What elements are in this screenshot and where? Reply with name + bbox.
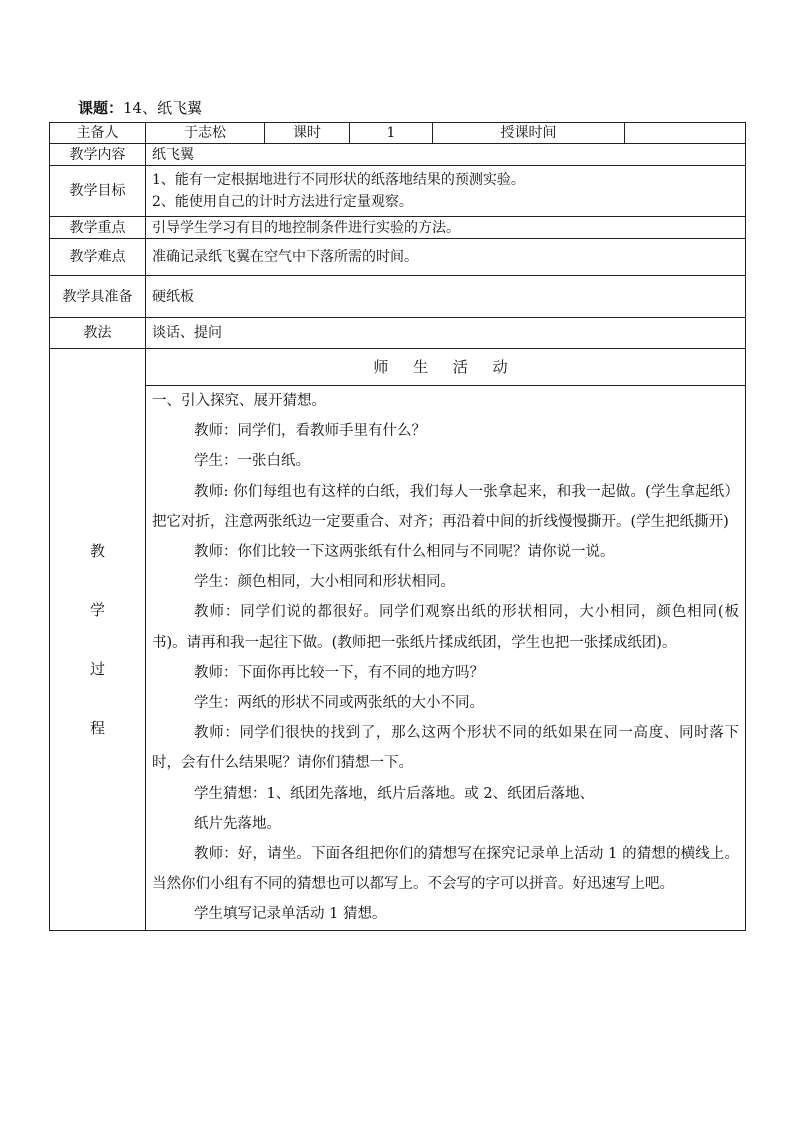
tools-value: 硬纸板 [146, 276, 746, 318]
process-paragraph: 学生：一张白纸。 [194, 453, 311, 470]
process-paragraph: 教师：同学们，看教师手里有什么？ [194, 423, 427, 440]
header-row [50, 123, 746, 144]
period-label: 课时 [265, 123, 350, 144]
process-paragraph: 教师：下面你再比较一下，有不同的地方吗？ [194, 664, 485, 681]
goal-item: 2、能使用自己的计时方法进行定量观察。 [152, 194, 413, 210]
process-paragraph: 学生填写记录单活动 1 猜想。 [194, 906, 387, 923]
preparer-value: 于志松 [146, 123, 265, 144]
process-paragraph: 学生：两纸的形状不同或两张纸的大小不同。 [194, 695, 485, 712]
time-value [625, 123, 746, 144]
lesson-title-label: 课题： [78, 99, 124, 117]
activity-header: 师 生 活 动 [146, 349, 746, 386]
process-label-char: 程 [89, 718, 105, 737]
process-paragraph: 教师: 你们每组也有这样的白纸，我们每人一张拿起来，和我一起做。(学生拿起纸）把它对折，注意两张纸边一定要重合、对齐；再沿着中间的折线慢慢撕开。(学生把纸撕开) [152, 483, 739, 530]
lesson-title [78, 98, 202, 118]
process-label [50, 349, 146, 931]
process-body [146, 386, 746, 931]
method-row [50, 318, 746, 349]
process-body-row [50, 386, 746, 931]
process-paragraph: 教师：同学们说的都很好。同学们观察出纸的形状相同，大小相同，颜色相同(板书)。请再和我一起往下做。(教师把一张纸片揉成纸团，学生也把一张揉成纸团)。 [152, 604, 739, 651]
process-paragraph: 教师：你们比较一下这两张纸有什么相同与不同呢？请你说一说。 [194, 544, 615, 561]
content-row [50, 144, 746, 166]
tools-label: 教学具准备 [50, 276, 146, 318]
period-value: 1 [350, 123, 433, 144]
goal-item: 1、能有一定根据地进行不同形状的纸落地结果的预测实验。 [152, 172, 525, 188]
process-paragraph: 学生：颜色相同，大小相同和形状相同。 [194, 574, 456, 591]
process-paragraph: 教师：好，请坐。下面各组把你们的猜想写在探究记录单上活动 1 的猜想的横线上。当然你们小组有不同的猜想也可以都写上。不会写的字可以拼音。好迅速写上吧。 [152, 846, 739, 893]
lesson-plan-table [49, 122, 746, 931]
key-value: 引导学生学习有目的地控制条件进行实验的方法。 [146, 217, 746, 239]
difficulty-label: 教学难点 [50, 239, 146, 276]
goals-value [146, 166, 746, 217]
activity-header-row [50, 349, 746, 386]
process-label-char: 学 [89, 600, 105, 619]
goals-row [50, 166, 746, 217]
tools-row [50, 276, 746, 318]
process-paragraph: 教师：同学们很快的找到了，那么这两个形状不同的纸如果在同一高度、同时落下时，会有什么结果呢？请你们猜想一下。 [152, 725, 739, 772]
method-value: 谈话、提问 [146, 318, 746, 349]
process-paragraph: 学生猜想：1、纸团先落地，纸片后落地。或 2、纸团后落地、 [194, 785, 595, 802]
process-label-char: 教 [89, 541, 105, 560]
process-paragraph: 一、引入探究、展开猜想。 [152, 393, 326, 409]
method-label: 教法 [50, 318, 146, 349]
key-label: 教学重点 [50, 217, 146, 239]
preparer-label: 主备人 [50, 123, 146, 144]
goals-label: 教学目标 [50, 166, 146, 217]
content-value: 纸飞翼 [146, 144, 746, 166]
process-label-char: 过 [89, 659, 105, 678]
difficulty-value: 准确记录纸飞翼在空气中下落所需的时间。 [146, 239, 746, 276]
time-label: 授课时间 [433, 123, 625, 144]
process-paragraph: 纸片先落地。 [194, 815, 282, 832]
lesson-title-text: 14、纸飞翼 [123, 99, 203, 117]
key-row [50, 217, 746, 239]
difficulty-row [50, 239, 746, 276]
content-label: 教学内容 [50, 144, 146, 166]
